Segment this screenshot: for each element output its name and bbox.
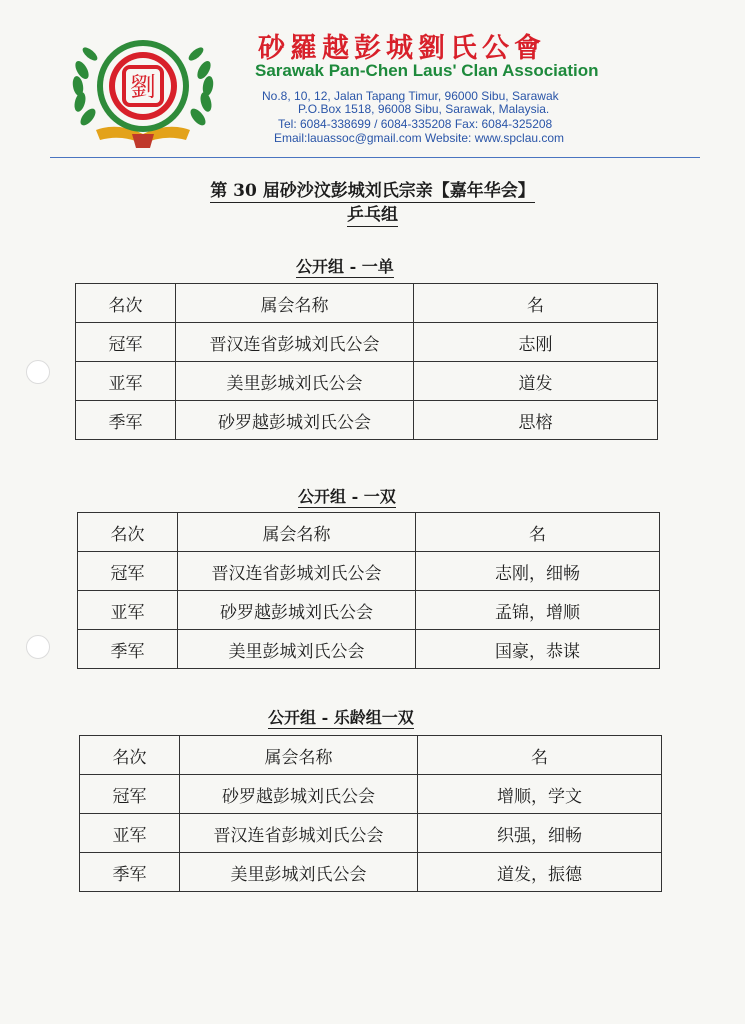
player-name-cell: 织强，细畅 <box>418 814 662 853</box>
header-divider <box>50 157 700 158</box>
table-row <box>80 814 662 853</box>
player-name-cell: 道发 <box>414 362 658 401</box>
association-cell: 砂罗越彭城刘氏公会 <box>178 591 416 630</box>
table-row <box>78 591 660 630</box>
rank-cell: 季军 <box>78 630 178 669</box>
org-name-chinese: 砂羅越彭城劉氏公會 <box>258 33 546 64</box>
association-cell: 砂罗越彭城刘氏公会 <box>176 401 414 440</box>
punch-hole-bottom <box>26 635 50 659</box>
association-cell: 晋汉连省彭城刘氏公会 <box>176 323 414 362</box>
player-name-cell: 增顺，学文 <box>418 775 662 814</box>
section-heading-senior-doubles: 公开组 - 乐龄组一双 <box>268 708 414 727</box>
results-table-senior-doubles <box>79 735 662 892</box>
section-heading-singles: 公开组 - 一单 <box>296 257 394 276</box>
table-row <box>78 630 660 669</box>
punch-hole-top <box>26 360 50 384</box>
phone-fax-line: Tel: 6084-338699 / 6084-335208 Fax: 6084-325208 <box>278 117 553 131</box>
table-row <box>78 552 660 591</box>
rank-cell: 季军 <box>80 853 180 892</box>
player-name-cell: 孟锦，增顺 <box>416 591 660 630</box>
player-name-cell: 志刚 <box>414 323 658 362</box>
header-rank: 名次 <box>76 284 176 323</box>
results-table-doubles <box>77 512 660 669</box>
rank-cell: 冠军 <box>76 323 176 362</box>
player-name-cell: 志刚，细畅 <box>416 552 660 591</box>
rank-cell: 亚军 <box>80 814 180 853</box>
header-association: 属会名称 <box>180 736 418 775</box>
rank-cell: 季军 <box>76 401 176 440</box>
table-row <box>76 362 658 401</box>
address-line-2: P.O.Box 1518, 96008 Sibu, Sarawak, Malaysia. <box>298 102 550 116</box>
association-cell: 美里彭城刘氏公会 <box>176 362 414 401</box>
header-rank: 名次 <box>80 736 180 775</box>
association-cell: 美里彭城刘氏公会 <box>180 853 418 892</box>
org-name-english: Sarawak Pan-Chen Laus' Clan Association <box>255 61 599 80</box>
svg-text:劉: 劉 <box>129 73 157 103</box>
header-name: 名 <box>416 513 660 552</box>
table-row <box>76 323 658 362</box>
table-row <box>80 775 662 814</box>
table-row <box>76 401 658 440</box>
clan-logo <box>68 30 218 150</box>
association-cell: 晋汉连省彭城刘氏公会 <box>178 552 416 591</box>
document-subtitle: 乒乓组 <box>347 205 398 225</box>
association-cell: 晋汉连省彭城刘氏公会 <box>180 814 418 853</box>
association-cell: 砂罗越彭城刘氏公会 <box>180 775 418 814</box>
table-header-row <box>80 736 662 775</box>
player-name-cell: 道发，振德 <box>418 853 662 892</box>
rank-cell: 亚军 <box>76 362 176 401</box>
address-line-1: No.8, 10, 12, Jalan Tapang Timur, 96000 Sibu, Sarawak <box>262 89 559 103</box>
player-name-cell: 国豪，恭谋 <box>416 630 660 669</box>
header-rank: 名次 <box>78 513 178 552</box>
rank-cell: 冠军 <box>80 775 180 814</box>
email-website-line: Email:lauassoc@gmail.com Website: www.spclau.com <box>274 131 565 145</box>
rank-cell: 冠军 <box>78 552 178 591</box>
header-name: 名 <box>414 284 658 323</box>
association-cell: 美里彭城刘氏公会 <box>178 630 416 669</box>
header-association: 属会名称 <box>178 513 416 552</box>
table-header-row <box>76 284 658 323</box>
rank-cell: 亚军 <box>78 591 178 630</box>
player-name-cell: 思榕 <box>414 401 658 440</box>
section-heading-doubles: 公开组 - 一双 <box>298 487 396 506</box>
table-header-row <box>78 513 660 552</box>
header-association: 属会名称 <box>176 284 414 323</box>
header-name: 名 <box>418 736 662 775</box>
results-table-singles <box>75 283 658 440</box>
document-title: 第 30 届砂沙汶彭城刘氏宗亲【嘉年华会】 <box>210 181 535 201</box>
table-row <box>80 853 662 892</box>
